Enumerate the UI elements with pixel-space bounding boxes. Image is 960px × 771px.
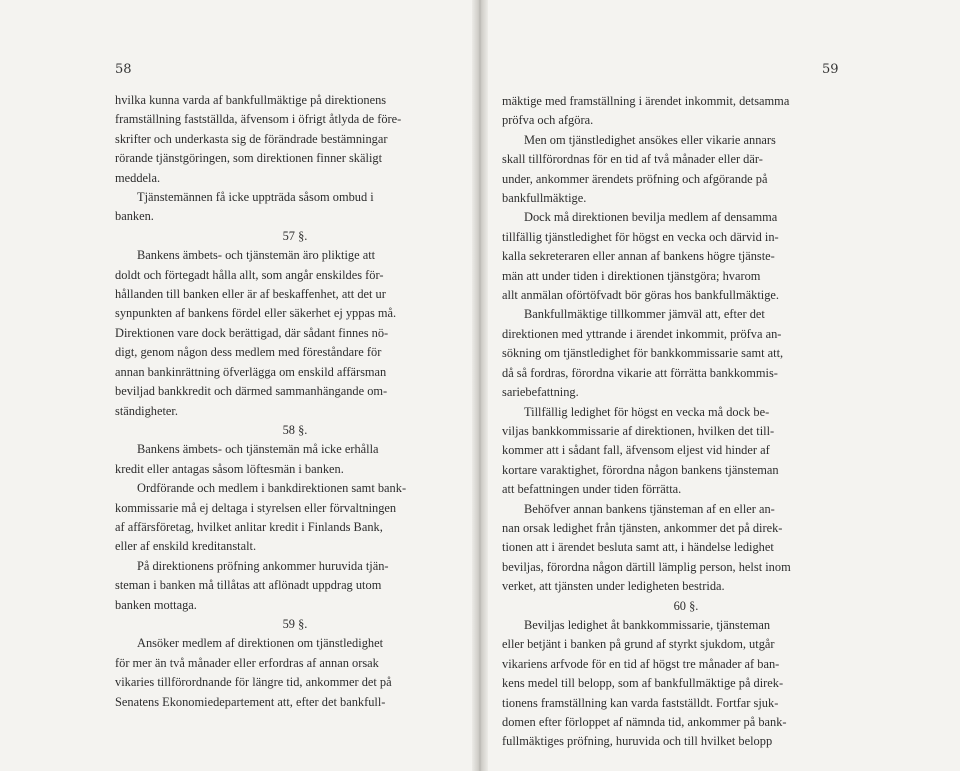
- text-line: Dock må direktionen bevilja medlem af densamma: [524, 210, 778, 225]
- text-line: Direktionen vare dock berättigad, där sådant finnes nö-: [115, 325, 389, 340]
- text-line: Tjänstemännen få icke uppträda såsom ombud i: [137, 190, 374, 205]
- text-line: Beviljas ledighet åt bankkommissarie, tjänsteman: [524, 617, 771, 632]
- section-heading: 58 §.: [282, 422, 308, 437]
- text-line: eller af enskild kreditanstalt.: [115, 539, 257, 554]
- text-line: tillfällig tjänstledighet för högst en vecka och därvid in-: [502, 229, 779, 244]
- text-line: doldt och förtegadt hålla allt, som angår enskildes för-: [115, 267, 384, 282]
- page-number-left: 58: [115, 62, 132, 77]
- text-line: steman i banken må tillåtas att aflönadt uppdrag utom: [115, 578, 382, 593]
- text-line: verket, att tjänsten under ledigheten bestrida.: [502, 579, 725, 594]
- text-line: för mer än två månader eller erfordras af annan orsak: [115, 655, 379, 670]
- page-number-right: 59: [822, 62, 839, 77]
- text-line: Tillfällig ledighet för högst en vecka må dock be-: [524, 404, 770, 419]
- text-line: skrifter och underkasta sig de förändrade bestämningar: [115, 131, 388, 146]
- text-line: vikariens arfvode för en tid af högst tre månader af ban-: [502, 656, 780, 671]
- text-line: mäktige med framställning i ärendet inkommit, detsamma: [502, 94, 790, 108]
- text-line: att befattningen under tiden förrätta.: [502, 482, 682, 497]
- text-line: vikaries tillförordnande för längre tid, ankommer det på: [115, 675, 392, 690]
- text-line: kommissarie må ej deltaga i styrelsen eller förvaltningen: [115, 500, 397, 515]
- right-page-text: [502, 92, 850, 752]
- text-line: digt, genom någon dess medlem med föreståndare för: [115, 345, 382, 360]
- section-heading: 59 §.: [282, 616, 308, 631]
- text-line: bankfullmäktige.: [502, 191, 587, 206]
- text-line: Bankens ämbets- och tjänstemän äro pliktige att: [137, 248, 376, 263]
- text-line: Behöfver annan bankens tjänsteman af en eller an-: [524, 501, 775, 516]
- text-line: banken.: [115, 209, 154, 224]
- text-line: Bankfullmäktige tillkommer jämväl att, efter det: [524, 307, 765, 322]
- book-gutter: [472, 0, 488, 771]
- text-line: Men om tjänstledighet ansökes eller vikarie annars: [524, 132, 776, 147]
- text-line: På direktionens pröfning ankommer huruvida tjän-: [137, 558, 389, 573]
- text-line: domen efter förloppet af nämnda tid, ankommer på bank-: [502, 715, 787, 729]
- text-line: kredit eller antagas såsom löftesmän i banken.: [115, 461, 344, 476]
- text-line: fullmäktiges pröfning, huruvida och till hvilket belopp: [502, 734, 773, 749]
- right-page: [482, 0, 960, 771]
- text-line: viljas bankkommissarie af direktionen, hvilken det till-: [502, 423, 775, 438]
- text-line: rörande tjänstgöringen, som direktionen finner skäligt: [115, 151, 383, 166]
- text-line: af affärsföretag, hvilket anlitar kredit i Finlands Bank,: [115, 519, 383, 534]
- text-line: eller betjänt i banken på grund af styrkt sjukdom, utgår: [502, 637, 775, 652]
- text-line: pröfva och afgöra.: [502, 113, 594, 128]
- text-line: Bankens ämbets- och tjänstemän må icke erhålla: [137, 442, 379, 457]
- text-line: meddela.: [115, 170, 161, 185]
- text-line: kens medel till belopp, som af bankfullmäktige på direk-: [502, 676, 784, 691]
- text-line: kommer att i sådant fall, äfvensom eljest vid hinder af: [502, 443, 770, 458]
- text-line: beviljas, förordna någon därtill lämplig person, helst inom: [502, 559, 791, 574]
- left-page-text: [115, 91, 455, 712]
- text-line: Ansöker medlem af direktionen om tjänstledighet: [137, 636, 384, 651]
- text-line: allt anmälan oförtöfvadt bör göras hos bankfullmäktige.: [502, 288, 779, 303]
- text-line: tionen att i ärendet besluta samt att, i händelse ledighet: [502, 540, 774, 555]
- text-line: Senatens Ekonomiedepartement att, efter det bankfull-: [115, 694, 386, 709]
- text-line: annan bankinrättning öfverlägga om enskild affärsman: [115, 364, 387, 379]
- text-line: under, ankommer ärendets pröfning och afgörande på: [502, 171, 768, 186]
- text-line: män att under tiden i direktionen tjänstgöra; hvarom: [502, 268, 761, 283]
- text-line: ständigheter.: [115, 403, 178, 418]
- text-line: skall tillförordnas för en tid af två månader eller där-: [502, 152, 763, 167]
- text-line: då så fordras, förordna vikarie att förrätta bankkommis-: [502, 365, 778, 380]
- text-line: tionens framställning kan varda fastställdt. Fortfar sjuk-: [502, 695, 779, 710]
- text-line: kortare varaktighet, förordna någon bankens tjänsteman: [502, 462, 779, 477]
- text-line: kalla sekreteraren eller annan af bankens högre tjänste-: [502, 249, 775, 264]
- left-page: [0, 0, 478, 771]
- text-line: sökning om tjänstledighet för bankkommissarie samt att,: [502, 346, 784, 361]
- text-line: hållanden till banken eller är af beskaffenhet, att det ur: [115, 287, 386, 302]
- text-line: direktionen med yttrande i ärendet inkommit, pröfva an-: [502, 326, 782, 341]
- text-line: sariebefattning.: [502, 385, 579, 400]
- text-line: synpunkten af bankens fördel eller säkerhet ej yppas må.: [115, 306, 397, 321]
- section-heading: 60 §.: [673, 598, 699, 613]
- text-line: nan orsak ledighet från tjänsten, ankommer det på direk-: [502, 520, 783, 535]
- text-line: framställning fastställda, äfvensom i öfrigt åtlyda de före-: [115, 112, 402, 127]
- text-line: Ordförande och medlem i bankdirektionen samt bank-: [137, 481, 407, 496]
- text-line: hvilka kunna varda af bankfullmäktige på direktionens: [115, 93, 387, 107]
- section-heading: 57 §.: [282, 228, 308, 243]
- text-line: banken mottaga.: [115, 597, 197, 612]
- text-line: beviljad bankkredit och därmed sammanhängande om-: [115, 384, 388, 399]
